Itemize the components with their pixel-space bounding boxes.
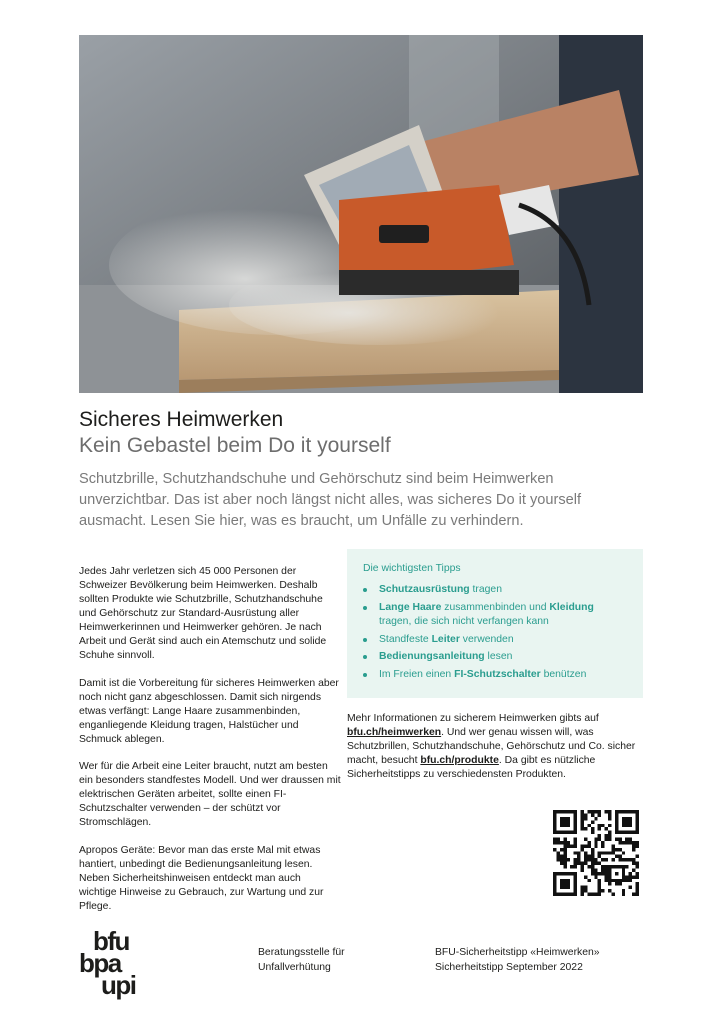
footer-organisation: Beratungsstelle für Unfallverhütung [258, 947, 345, 973]
body-paragraph-4: Apropos Geräte: Bevor man das erste Mal mit etwas hantiert, unbedingt die Bedienungsanleitung lesen. Neben Sicherheitshinweisen entdeckt man auch wichtige Hinweise zu Gebrauch, zur Wartung und zur Pflege. [79, 844, 324, 912]
tip-item: Lange Haare zusammenbinden und Kleidung tragen, die sich nicht verfangen kann [363, 601, 627, 630]
footer-tip-info: BFU-Sicherheitstipp «Heimwerken» Sicherheitstipp September 2022 [435, 947, 600, 973]
bullet-icon [363, 588, 367, 592]
page-title: Sicheres Heimwerken [79, 408, 284, 431]
bullet-icon [363, 606, 367, 610]
more-info-paragraph: Mehr Informationen zu sicherem Heimwerken gibts auf bfu.ch/heimwerken. Und wer genau wissen will, was Schutzbrillen, Schutzhandschuhe, Gehörschutz und Co. sicher macht, besucht bfu.ch/produkte. Da gibt es nützliche Sicherheitstipps zu verschiedensten Produkten. [347, 713, 636, 780]
produkte-link[interactable]: bfu.ch/produkte [420, 755, 499, 766]
body-paragraph-2: Damit ist die Vorbereitung für sicheres Heimwerken aber noch nicht ganz abgeschlossen. Damit sich nirgends etwas verfängt: Lange Haare zusammenbinden, enganliegende Kleidung tragen, Halstücher und Schmuck ablegen. [79, 677, 339, 745]
qr-code-icon[interactable] [553, 810, 639, 896]
tips-heading: Die wichtigsten Tipps [363, 563, 461, 574]
tip-item: Schutzausrüstung tragen [363, 583, 627, 598]
bullet-icon [363, 638, 367, 642]
body-column [79, 565, 341, 927]
body-paragraph-3: Wer für die Arbeit eine Leiter braucht, nutzt am besten ein besonders standfestes Modell. Und wer draussen mit elektrischen Geräten arbeitet, sollte einen FI-Schutzschalter verwenden – der schützt vor Stromschlägen. [79, 761, 341, 828]
lead-paragraph: Schutzbrille, Schutzhandschuhe und Gehörschutz sind beim Heimwerken unverzichtbar. Das ist aber noch längst nicht alles, was sicheres Do it yourself ausmacht. Lesen Sie hier, was es braucht, um Unfälle zu verhindern. [79, 471, 582, 529]
sander-photo-illustration [79, 35, 643, 393]
heimwerken-link[interactable]: bfu.ch/heimwerken [347, 727, 442, 738]
tips-list [363, 583, 627, 682]
body-paragraph-1: Jedes Jahr verletzen sich 45 000 Personen der Schweizer Bevölkerung beim Heimwerken. Deshalb sollten Produkte wie Schutzbrille, Schutzhandschuhe und Gehörschutz zur Standard-Ausrüstung aller Heimwerkerinnen und Heimwerker gehören. Je nach Arbeit und Gerät sind auch ein Atemschutz und solide Schuhe sinnvoll. [79, 566, 327, 661]
tips-box [347, 549, 643, 698]
tip-item: Bedienungsanleitung lesen [363, 650, 627, 665]
tip-item: Standfeste Leiter verwenden [363, 633, 627, 648]
bullet-icon [363, 655, 367, 659]
bfu-logo: bfu bpa upi [79, 926, 136, 1000]
hero-photo [79, 35, 643, 393]
bullet-icon [363, 673, 367, 677]
tip-item: Im Freien einen FI-Schutzschalter benützen [363, 668, 627, 683]
page-subtitle: Kein Gebastel beim Do it yourself [79, 434, 391, 457]
